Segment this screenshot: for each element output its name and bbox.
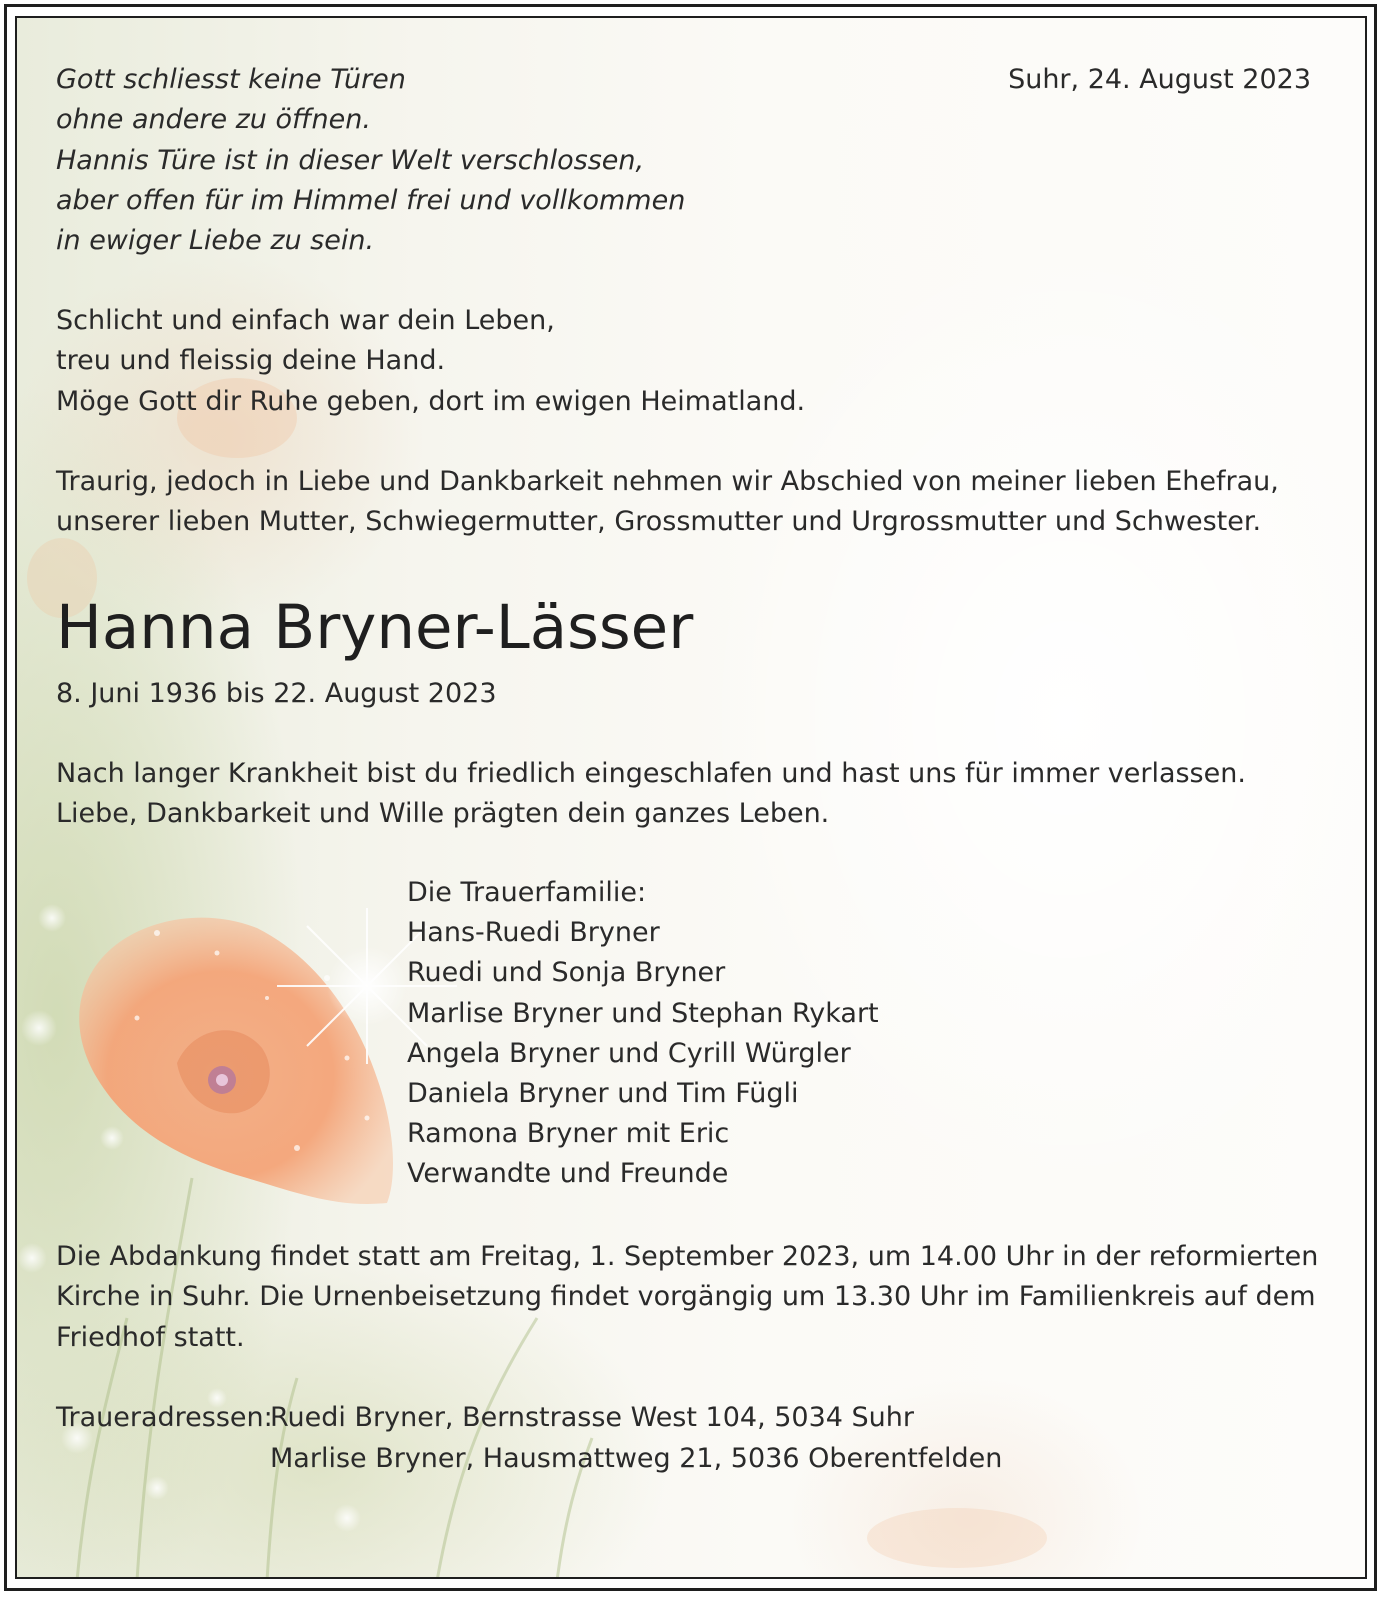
farewell-line: Nach langer Krankheit bist du friedlich eingeschlafen und hast uns für immer verlassen. [56, 758, 1246, 789]
ceremony-line: Die Abdankung findet statt am Freitag, 1. September 2023, um 14.00 Uhr in der reformierten [56, 1241, 1319, 1272]
address-line: Marlise Bryner, Hausmattweg 21, 5036 Oberentfelden [270, 1442, 1003, 1474]
family-member: Marlise Bryner und Stephan Rykart [407, 997, 879, 1029]
family-member: Angela Bryner und Cyrill Würgler [407, 1037, 851, 1069]
address-line: Ruedi Bryner, Bernstrasse West 104, 5034 Suhr [270, 1402, 915, 1433]
ceremony-paragraph [56, 1237, 1318, 1358]
poem-line: aber offen für im Himmel frei und vollkommen [56, 184, 686, 216]
family-member: Ruedi und Sonja Bryner [407, 957, 726, 989]
date-line: Suhr, 24. August 2023 [1008, 64, 1311, 95]
family-member: Daniela Bryner und Tim Fügli [407, 1078, 799, 1110]
farewell-line: Liebe, Dankbarkeit und Wille prägten dein ganzes Leben. [56, 798, 830, 830]
poem-line: treu und fleissig deine Hand. [56, 345, 446, 377]
poem-verse-2 [56, 301, 805, 422]
intro-line: Traurig, jedoch in Liebe und Dankbarkeit nehmen wir Abschied von meiner lieben Ehefrau, [56, 466, 1279, 497]
family-member: Ramona Bryner mit Eric [407, 1118, 730, 1150]
poem-verse-1 [56, 60, 685, 261]
poem-line: Schlicht und einfach war dein Leben, [56, 305, 555, 336]
addresses-label: Traueradressen: [56, 1402, 273, 1433]
intro-paragraph [56, 462, 1279, 543]
poem-line: Möge Gott dir Ruhe geben, dort im ewigen Heimatland. [56, 385, 806, 417]
obituary-card [15, 16, 1367, 1579]
poem-line: ohne andere zu öffnen. [56, 104, 371, 136]
poem-line: Gott schliesst keine Türen [56, 64, 406, 95]
ceremony-line: Kirche in Suhr. Die Urnenbeisetzung findet vorgängig um 13.30 Uhr im Familienkreis auf dem [56, 1281, 1316, 1313]
farewell-paragraph [56, 754, 1246, 835]
poem-line: in ewiger Liebe zu sein. [56, 225, 375, 257]
life-dates: 8. Juni 1936 bis 22. August 2023 [56, 678, 497, 709]
poem-line: Hannis Türe ist in dieser Welt verschlossen, [56, 144, 645, 176]
deceased-name: Hanna Bryner-Lässer [56, 592, 694, 663]
intro-line: unserer lieben Mutter, Schwiegermutter, Grossmutter und Urgrossmutter und Schwester. [56, 506, 1262, 538]
family-heading: Die Trauerfamilie: [407, 877, 647, 908]
mourning-family-list [407, 873, 879, 1195]
ceremony-line: Friedhof statt. [56, 1321, 245, 1353]
family-member: Verwandte und Freunde [407, 1158, 729, 1190]
addresses-list [270, 1398, 1002, 1479]
family-member: Hans-Ruedi Bryner [407, 917, 660, 949]
